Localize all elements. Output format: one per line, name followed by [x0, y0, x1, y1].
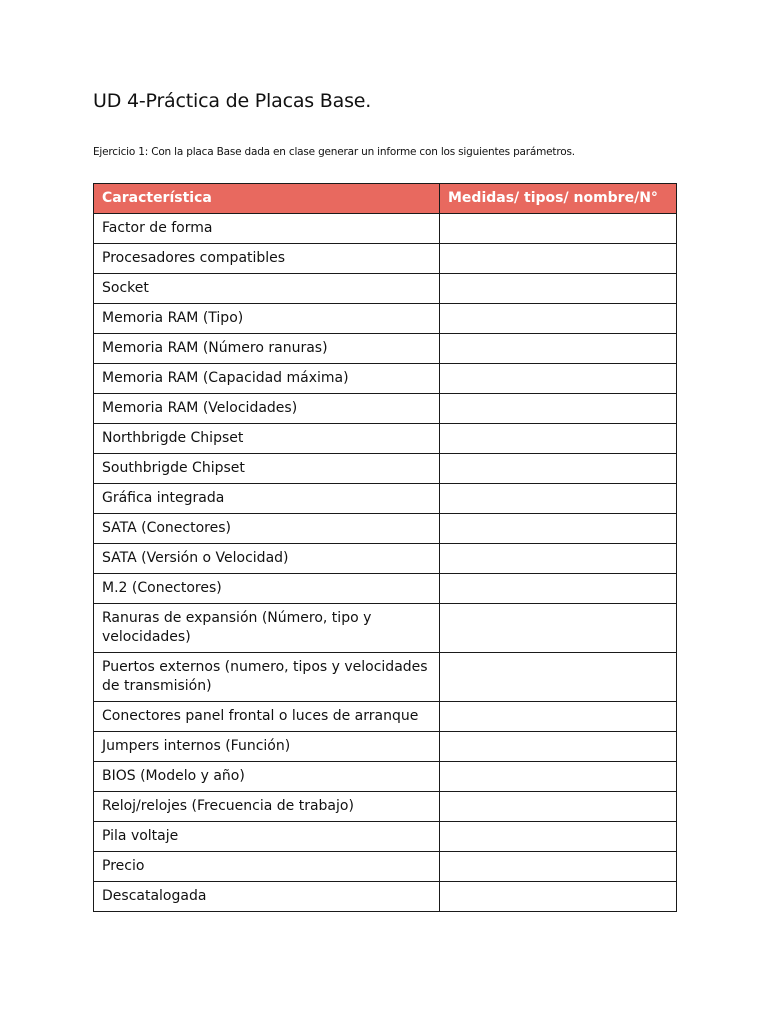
- row-label: Jumpers internos (Función): [94, 732, 440, 762]
- row-label: Northbrigde Chipset: [94, 424, 440, 454]
- row-label: Memoria RAM (Tipo): [94, 304, 440, 334]
- row-label: Factor de forma: [94, 214, 440, 244]
- row-label: Descatalogada: [94, 882, 440, 912]
- row-value-cell[interactable]: [440, 454, 677, 484]
- table-row: [94, 544, 677, 574]
- row-value-cell[interactable]: [440, 274, 677, 304]
- row-value-cell[interactable]: [440, 394, 677, 424]
- row-label: Ranuras de expansión (Número, tipo y velocidades): [94, 604, 440, 653]
- row-value-cell[interactable]: [440, 702, 677, 732]
- header-caracteristica: Característica: [94, 184, 440, 214]
- row-value-cell[interactable]: [440, 792, 677, 822]
- table-row: [94, 274, 677, 304]
- row-value-cell[interactable]: [440, 822, 677, 852]
- row-value-cell[interactable]: [440, 762, 677, 792]
- row-value-cell[interactable]: [440, 732, 677, 762]
- row-value-cell[interactable]: [440, 604, 677, 653]
- table-row: [94, 424, 677, 454]
- row-label: Memoria RAM (Velocidades): [94, 394, 440, 424]
- table-row: [94, 304, 677, 334]
- row-value-cell[interactable]: [440, 574, 677, 604]
- header-medidas: Medidas/ tipos/ nombre/N°: [440, 184, 677, 214]
- row-label: Pila voltaje: [94, 822, 440, 852]
- table-row: [94, 514, 677, 544]
- table-row: [94, 762, 677, 792]
- row-label: Memoria RAM (Número ranuras): [94, 334, 440, 364]
- table-row: [94, 364, 677, 394]
- row-label: Gráfica integrada: [94, 484, 440, 514]
- row-value-cell[interactable]: [440, 653, 677, 702]
- row-label: Socket: [94, 274, 440, 304]
- table-row: [94, 702, 677, 732]
- row-value-cell[interactable]: [440, 852, 677, 882]
- row-label: Memoria RAM (Capacidad máxima): [94, 364, 440, 394]
- table-row: [94, 732, 677, 762]
- row-value-cell[interactable]: [440, 214, 677, 244]
- table-row: [94, 653, 677, 702]
- row-label: BIOS (Modelo y año): [94, 762, 440, 792]
- row-value-cell[interactable]: [440, 514, 677, 544]
- row-value-cell[interactable]: [440, 484, 677, 514]
- exercise-instructions: Ejercicio 1: Con la placa Base dada en clase generar un informe con los siguientes parámetros.: [93, 146, 575, 158]
- table-row: [94, 574, 677, 604]
- table-row: [94, 454, 677, 484]
- row-label: Puertos externos (numero, tipos y velocidades de transmisión): [94, 653, 440, 702]
- row-label: Conectores panel frontal o luces de arranque: [94, 702, 440, 732]
- row-label: Procesadores compatibles: [94, 244, 440, 274]
- table-row: [94, 852, 677, 882]
- row-value-cell[interactable]: [440, 882, 677, 912]
- table-row: [94, 484, 677, 514]
- row-label: M.2 (Conectores): [94, 574, 440, 604]
- document-title: UD 4-Práctica de Placas Base.: [93, 90, 372, 112]
- table-row: [94, 604, 677, 653]
- row-label: Precio: [94, 852, 440, 882]
- table-row: [94, 394, 677, 424]
- motherboard-spec-table: [93, 183, 677, 912]
- row-value-cell[interactable]: [440, 304, 677, 334]
- table-row: [94, 792, 677, 822]
- row-value-cell[interactable]: [440, 244, 677, 274]
- row-label: SATA (Conectores): [94, 514, 440, 544]
- row-label: Southbrigde Chipset: [94, 454, 440, 484]
- row-value-cell[interactable]: [440, 424, 677, 454]
- row-label: Reloj/relojes (Frecuencia de trabajo): [94, 792, 440, 822]
- table-row: [94, 214, 677, 244]
- table-row: [94, 334, 677, 364]
- row-value-cell[interactable]: [440, 544, 677, 574]
- table-row: [94, 244, 677, 274]
- table-header-row: [94, 184, 677, 214]
- table-row: [94, 822, 677, 852]
- row-value-cell[interactable]: [440, 334, 677, 364]
- row-value-cell[interactable]: [440, 364, 677, 394]
- row-label: SATA (Versión o Velocidad): [94, 544, 440, 574]
- table-row: [94, 882, 677, 912]
